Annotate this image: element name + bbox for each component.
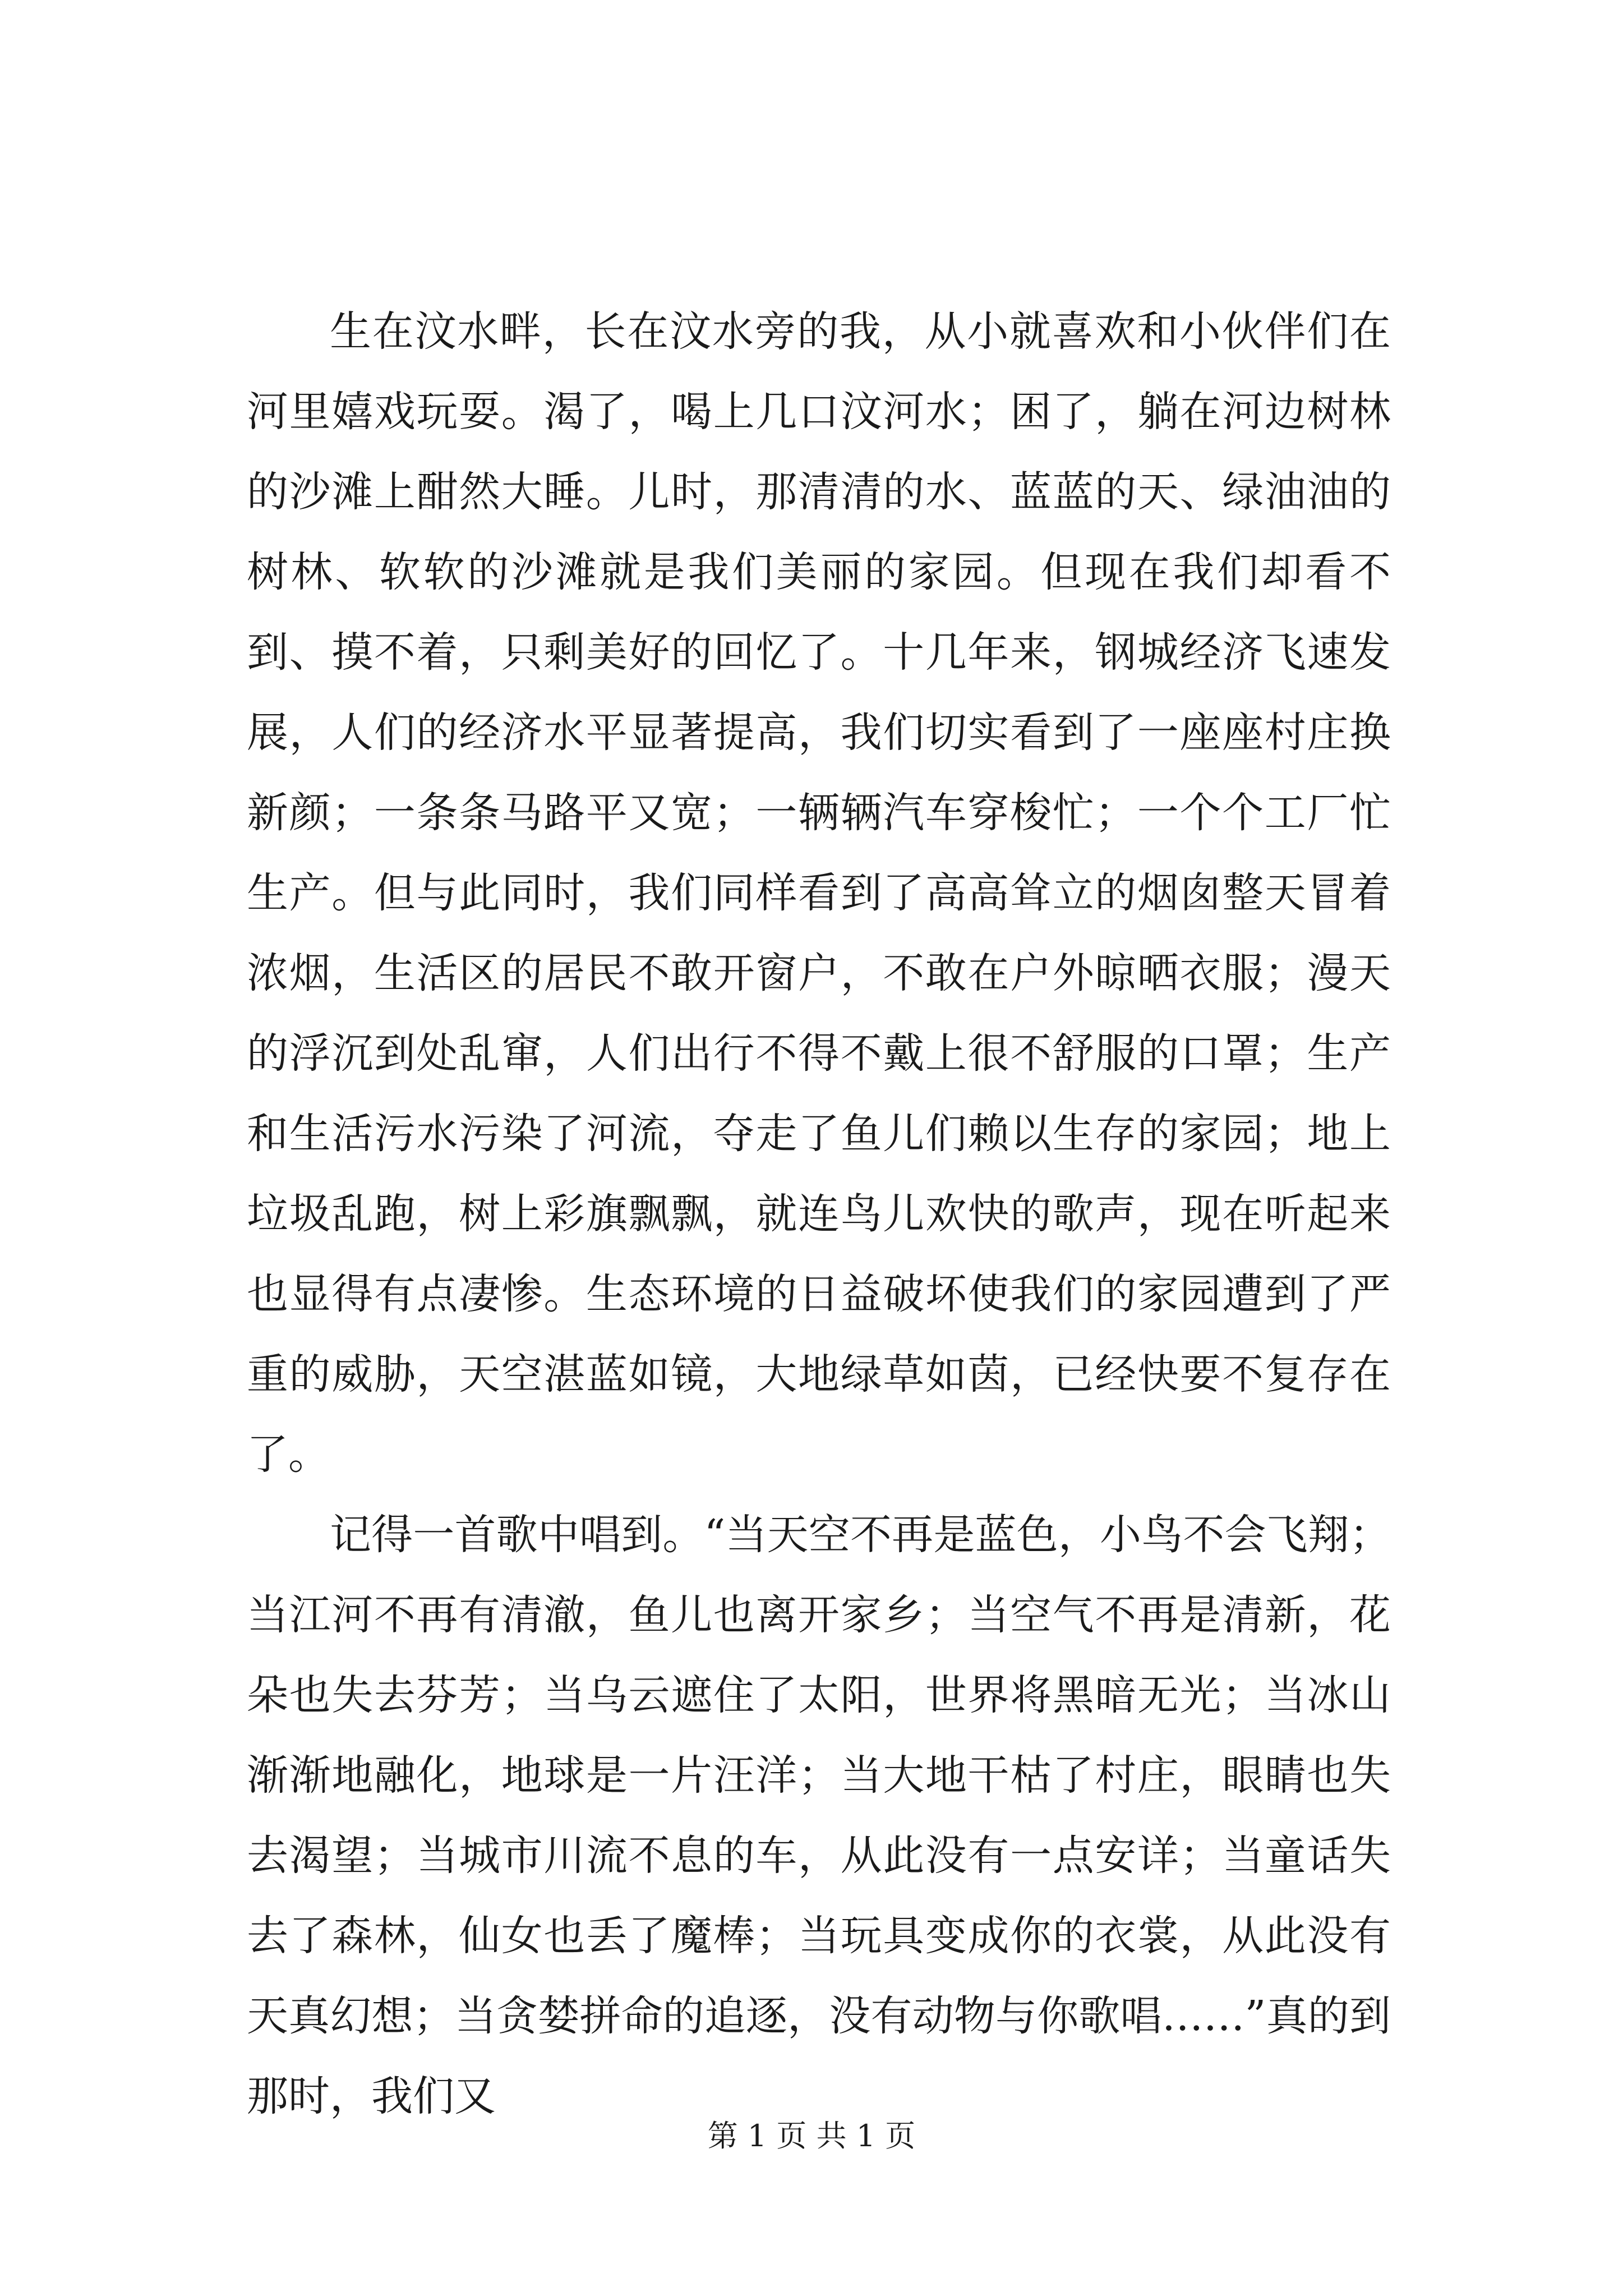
page-footer: 第 1 页 共 1 页	[707, 2118, 916, 2154]
paragraph-1: 生在汶水畔，长在汶水旁的我，从小就喜欢和小伙伴们在河里嬉戏玩耍。渴了，喝上几口汶河水；困了，躺在河边树林的沙滩上酣然大睡。儿时，那清清的水、蓝蓝的天、绿油油的树林、软软的沙滩就是我们美丽的家园。但现在我们却看不到、摸不着，只剩美好的回忆了。十几年来，钢城经济飞速发展，人们的经济水平显著提高，我们切实看到了一座座村庄换新颜；一条条马路平又宽；一辆辆汽车穿梭忙；一个个工厂忙生产。但与此同时，我们同样看到了高高耸立的烟囱整天冒着浓烟，生活区的居民不敢开窗户，不敢在户外晾晒衣服；漫天的浮沉到处乱窜，人们出行不得不戴上很不舒服的口罩；生产和生活污水污染了河流，夺走了鱼儿们赖以生存的家园；地上垃圾乱跑，树上彩旗飘飘，就连鸟儿欢快的歌声，现在听起来也显得有点凄惨。生态环境的日益破坏使我们的家园遭到了严重的威胁，天空湛蓝如镜，大地绿草如茵，已经快要不复存在了。	[247, 307, 1391, 1479]
body-text	[247, 292, 1391, 2137]
paragraph-2: 记得一首歌中唱到。“当天空不再是蓝色，小鸟不会飞翔；当江河不再有清澈，鱼儿也离开家乡；当空气不再是清新，花朵也失去芬芳；当乌云遮住了太阳，世界将黑暗无光；当冰山渐渐地融化，地球是一片汪洋；当大地干枯了村庄，眼睛也失去渴望；当城市川流不息的车，从此没有一点安详；当童话失去了森林，仙女也丢了魔棒；当玩具变成你的衣裳，从此没有天真幻想；当贪婪拼命的追逐，没有动物与你歌唱……”真的到那时，我们又	[247, 1511, 1391, 2120]
